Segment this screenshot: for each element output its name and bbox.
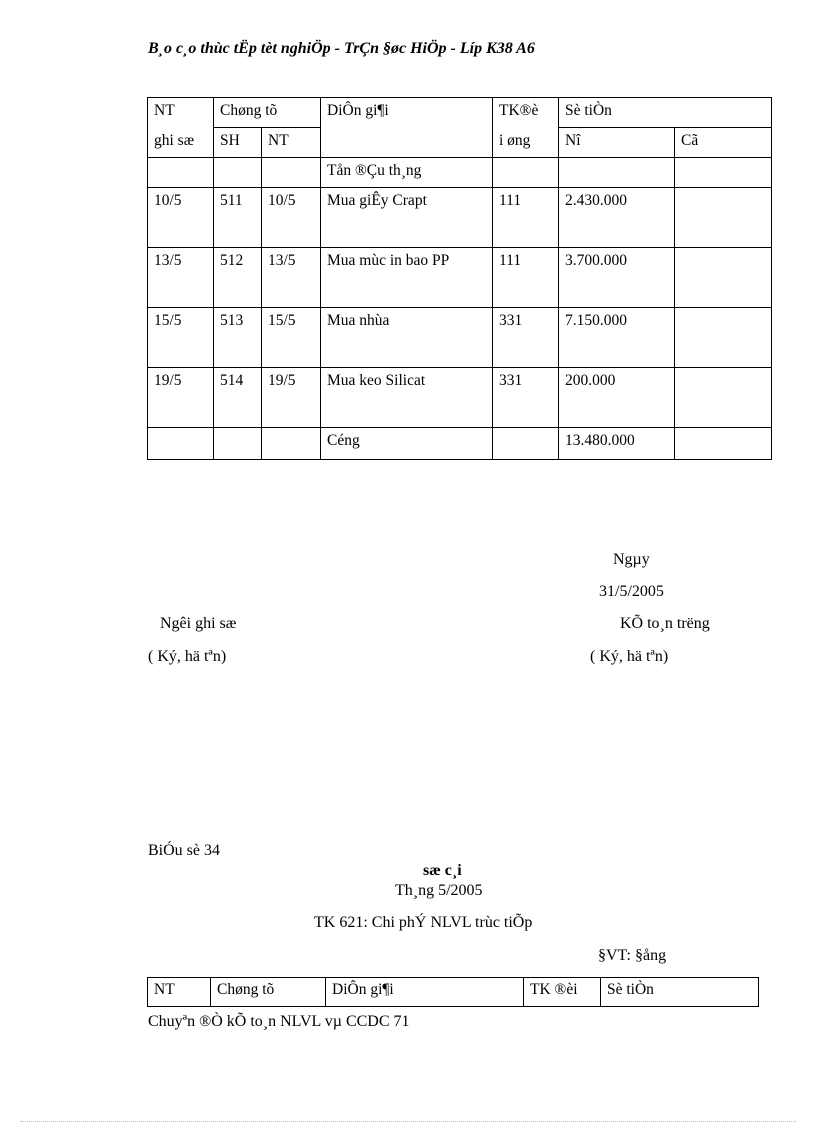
signer-left-title: Ngêi ghi sæ <box>160 615 237 632</box>
table-cell: 19/5 <box>262 368 321 428</box>
header-cell: NT <box>148 978 211 1007</box>
document-header: B¸o c¸o thùc tËp tèt nghiÖp - TrÇn §øc HiÖp - Líp K38 A6 <box>148 40 535 57</box>
table-cell: 200.000 <box>559 368 675 428</box>
table-cell: Mua giÊy Crapt <box>321 188 493 248</box>
table-cell: 19/5 <box>148 368 214 428</box>
table-cell: Mua nhùa <box>321 308 493 368</box>
header-cell: NT <box>262 128 321 158</box>
table-cell: 3.700.000 <box>559 248 675 308</box>
table-cell <box>214 158 262 188</box>
header-cell: SH <box>214 128 262 158</box>
table-cell: 7.150.000 <box>559 308 675 368</box>
footer-note: Chuyªn ®Ò kÕ to¸n NLVL vµ CCDC 71 <box>148 1013 410 1030</box>
ledger-table <box>147 97 772 460</box>
table-cell <box>675 188 772 248</box>
header-cell: Sè tiÒn <box>559 98 772 128</box>
header-cell: Nî <box>559 128 675 158</box>
header-cell: DiÔn gi¶i <box>326 978 524 1007</box>
signer-right-title: KÕ to¸n trëng <box>620 615 710 632</box>
header-cell: Cã <box>675 128 772 158</box>
ledger2-unit: §VT: §ång <box>598 947 667 964</box>
table-row <box>148 158 772 188</box>
table-cell: 331 <box>493 308 559 368</box>
table-cell: 10/5 <box>262 188 321 248</box>
signer-right-note: ( Ký, hä tªn) <box>590 648 669 665</box>
signer-left-note: ( Ký, hä tªn) <box>148 648 227 665</box>
date-label: Ngµy <box>613 551 650 568</box>
table-row <box>148 248 772 308</box>
table-cell <box>559 158 675 188</box>
table-row <box>148 308 772 368</box>
table-cell <box>214 428 262 460</box>
header-cell: DiÔn gi¶i <box>321 98 493 128</box>
table-cell <box>493 428 559 460</box>
table-cell: Mua mùc in bao PP <box>321 248 493 308</box>
header-cell: Chøng tõ <box>214 98 321 128</box>
table-cell: Tån ®Çu th¸ng <box>321 158 493 188</box>
date-value: 31/5/2005 <box>599 583 664 600</box>
table-cell <box>675 158 772 188</box>
table-cell <box>675 428 772 460</box>
table-cell: 512 <box>214 248 262 308</box>
table-cell <box>148 428 214 460</box>
table-header-row <box>148 98 772 128</box>
table-row <box>148 188 772 248</box>
table-cell <box>493 158 559 188</box>
table-total-row <box>148 428 772 460</box>
table-header-row <box>148 978 759 1007</box>
table-header-row <box>148 128 772 158</box>
table-cell <box>262 428 321 460</box>
table-cell: Mua keo Silicat <box>321 368 493 428</box>
ledger2-month: Th¸ng 5/2005 <box>395 882 483 899</box>
table-cell: 513 <box>214 308 262 368</box>
table-cell <box>675 368 772 428</box>
header-cell <box>321 128 493 158</box>
table-cell: 10/5 <box>148 188 214 248</box>
header-cell: TK ®èi <box>524 978 601 1007</box>
table-cell: Céng <box>321 428 493 460</box>
table-cell: 111 <box>493 248 559 308</box>
ledger2-table <box>147 977 759 1007</box>
table-cell: 15/5 <box>148 308 214 368</box>
table-cell: 15/5 <box>262 308 321 368</box>
header-cell: TK®è <box>493 98 559 128</box>
table-cell <box>675 308 772 368</box>
table-cell: 13/5 <box>148 248 214 308</box>
table-cell: 13/5 <box>262 248 321 308</box>
header-cell: Chøng tõ <box>211 978 326 1007</box>
page-bottom-divider <box>20 1121 796 1122</box>
table-cell: 111 <box>493 188 559 248</box>
table-cell <box>675 248 772 308</box>
table-cell: 511 <box>214 188 262 248</box>
table-cell <box>262 158 321 188</box>
ledger2-account: TK 621: Chi phÝ NLVL trùc tiÕp <box>314 914 533 931</box>
table-cell: 514 <box>214 368 262 428</box>
table-row <box>148 368 772 428</box>
table-cell: 13.480.000 <box>559 428 675 460</box>
header-cell: ghi sæ <box>148 128 214 158</box>
header-cell: NT <box>148 98 214 128</box>
table-cell: 331 <box>493 368 559 428</box>
header-cell: i øng <box>493 128 559 158</box>
ledger2-title: sæ c¸i <box>423 862 462 879</box>
table-cell <box>148 158 214 188</box>
form-number: BiÓu sè 34 <box>148 842 220 859</box>
header-cell: Sè tiÒn <box>601 978 759 1007</box>
table-cell: 2.430.000 <box>559 188 675 248</box>
